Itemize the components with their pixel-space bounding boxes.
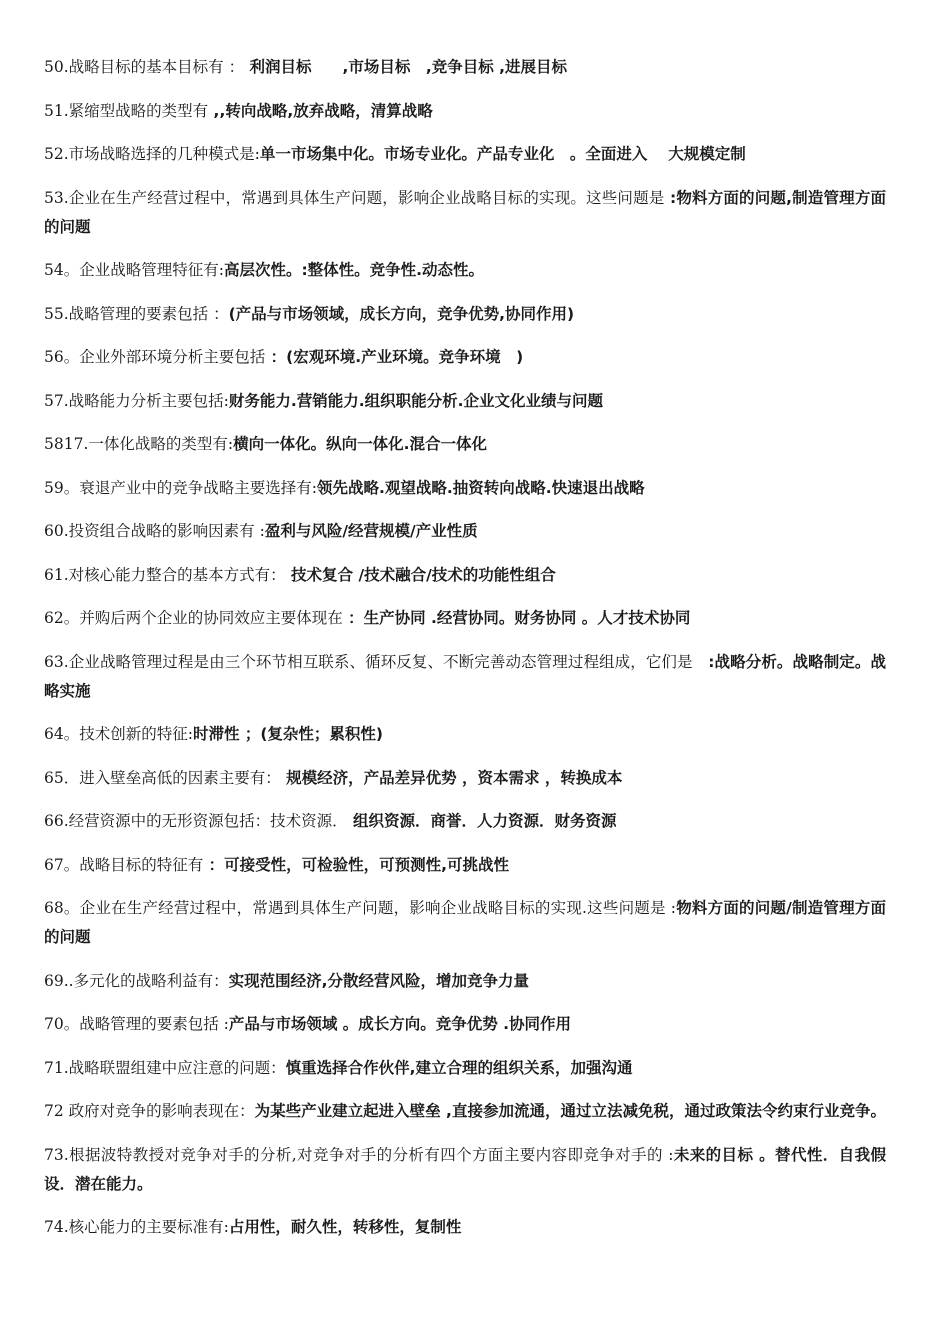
answer-text: 技术复合 /技术融合/技术的功能性组合 xyxy=(285,565,556,584)
answer-text: 利润目标 ,市场目标 ,竞争目标 ,进展目标 xyxy=(244,58,568,76)
answer-text: :物料方面的问题,制造管理方面的问题 xyxy=(44,188,887,236)
qa-item xyxy=(44,184,886,242)
qa-item xyxy=(44,97,886,126)
qa-item xyxy=(44,1213,886,1242)
qa-item xyxy=(44,1097,886,1126)
answer-text: ：生产协同 .经营协同。财务协同 。人才技术协同 xyxy=(342,609,691,627)
qa-item xyxy=(44,851,886,880)
question-text: 74.核心能力的主要标准有: xyxy=(44,1218,229,1236)
answer-text: 组织资源．商誉．人力资源．财务资源 xyxy=(347,812,617,830)
question-text: 64。技术创新的特征: xyxy=(44,725,193,743)
answer-text: 财务能力.营销能力.组织职能分析.企业文化业绩与问题 xyxy=(228,391,604,410)
question-text: 5817.一体化战略的类型有: xyxy=(44,435,234,453)
qa-item xyxy=(44,764,886,793)
question-text: 71.战略联盟组建中应注意的问题： xyxy=(44,1058,286,1077)
qa-item xyxy=(44,561,886,590)
qa-item xyxy=(44,256,886,285)
question-text: 56。企业外部环境分析主要包括 xyxy=(44,348,266,366)
answer-text: 规模经济，产品差异优势 ，资本需求 ，转换成本 xyxy=(280,768,623,787)
answer-text: 慎重选择合作伙伴,建立合理的组织关系，加强沟通 xyxy=(285,1058,633,1077)
answer-text: 时滞性 ；(复杂性；累积性) xyxy=(192,725,384,743)
answer-text: ：可接受性，可检验性，可预测性,可挑战性 xyxy=(203,855,510,874)
answer-text: 领先战略.观望战略.抽资转向战略.快速退出战略 xyxy=(316,478,645,497)
qa-item xyxy=(44,604,886,633)
answer-text: (产品与市场领域，成长方向，竞争优势,协同作用) xyxy=(228,304,575,323)
answer-text: 未来的目标 。替代性．自我假设．潜在能力。 xyxy=(44,1145,886,1193)
answer-text: 实现范围经济,分散经营风险，增加竞争力量 xyxy=(228,971,529,990)
question-text: 51.紧缩型战略的类型有 xyxy=(44,101,209,120)
question-text: 52.市场战略选择的几种模式是: xyxy=(44,145,260,163)
question-text: 63.企业战略管理过程是由三个环节相互联系、循环反复、不断完善动态管理过程组成，它们是 xyxy=(44,652,693,671)
answer-text: 物料方面的问题/制造管理方面的问题 xyxy=(44,899,886,946)
document-body xyxy=(44,53,886,1257)
question-text: 50.战略目标的基本目标有 ： xyxy=(44,58,245,76)
question-text: 57.战略能力分析主要包括: xyxy=(44,391,229,410)
answer-text: ,,转向战略,放弃战略，清算战略 xyxy=(208,101,433,120)
qa-item xyxy=(44,474,886,503)
qa-item xyxy=(44,517,886,546)
qa-item xyxy=(44,343,886,372)
question-text: 66.经营资源中的无形资源包括：技术资源． xyxy=(44,812,348,830)
qa-item xyxy=(44,1010,886,1039)
answer-text: ：(宏观环境.产业环境。竞争环境 ) xyxy=(265,348,524,366)
qa-item xyxy=(44,430,886,459)
question-text: 67。战略目标的特征有 xyxy=(44,855,204,874)
answer-text: 产品与市场领域 。成长方向。竞争优势 .协同作用 xyxy=(228,1015,572,1033)
qa-item xyxy=(44,967,886,996)
question-text: 60.投资组合战略的影响因素有 : xyxy=(44,522,265,540)
qa-item xyxy=(44,648,886,706)
qa-item xyxy=(44,300,886,329)
qa-item xyxy=(44,807,886,836)
question-text: 62。并购后两个企业的协同效应主要体现在 xyxy=(44,609,343,627)
question-text: 72 政府对竞争的影响表现在： xyxy=(44,1102,255,1120)
question-text: 54。企业战略管理特征有: xyxy=(44,261,224,279)
question-text: 53.企业在生产经营过程中，常遇到具体生产问题，影响企业战略目标的实现。这些问题是 xyxy=(44,188,665,207)
question-text: 69..多元化的战略利益有： xyxy=(44,971,229,990)
answer-text: 高层次性。:整体性。竞争性.动态性。 xyxy=(223,261,485,279)
qa-item xyxy=(44,140,886,169)
qa-item xyxy=(44,53,886,82)
qa-item xyxy=(44,720,886,749)
qa-item xyxy=(44,1054,886,1083)
question-text: 65．进入壁垒高低的因素主要有： xyxy=(44,768,281,787)
question-text: 61.对核心能力整合的基本方式有： xyxy=(44,565,286,584)
question-text: 73.根据波特教授对竞争对手的分析,对竞争对手的分析有四个方面主要内容即竞争对手的 : xyxy=(44,1145,674,1164)
qa-item xyxy=(44,894,886,952)
qa-item xyxy=(44,387,886,416)
question-text: 55.战略管理的要素包括 ： xyxy=(44,304,229,323)
qa-item xyxy=(44,1141,886,1199)
answer-text: 单一市场集中化。市场专业化。产品专业化 。全面进入 大规模定制 xyxy=(259,145,746,163)
answer-text: :战略分析。战略制定。战略实施 xyxy=(44,652,887,700)
answer-text: 横向一体化。纵向一体化.混合一体化 xyxy=(233,435,487,453)
answer-text: 盈利与风险/经营规模/产业性质 xyxy=(264,522,478,540)
question-text: 59。衰退产业中的竞争战略主要选择有: xyxy=(44,478,317,497)
answer-text: 占用性，耐久性，转移性，复制性 xyxy=(228,1218,462,1236)
answer-text: 为某些产业建立起进入壁垒 ,直接参加流通，通过立法减免税，通过政策法令约束行业竞争。 xyxy=(254,1102,886,1120)
question-text: 68。企业在生产经营过程中，常遇到具体生产问题，影响企业战略目标的实现.这些问题是 : xyxy=(44,899,677,917)
question-text: 70。战略管理的要素包括 : xyxy=(44,1015,229,1033)
